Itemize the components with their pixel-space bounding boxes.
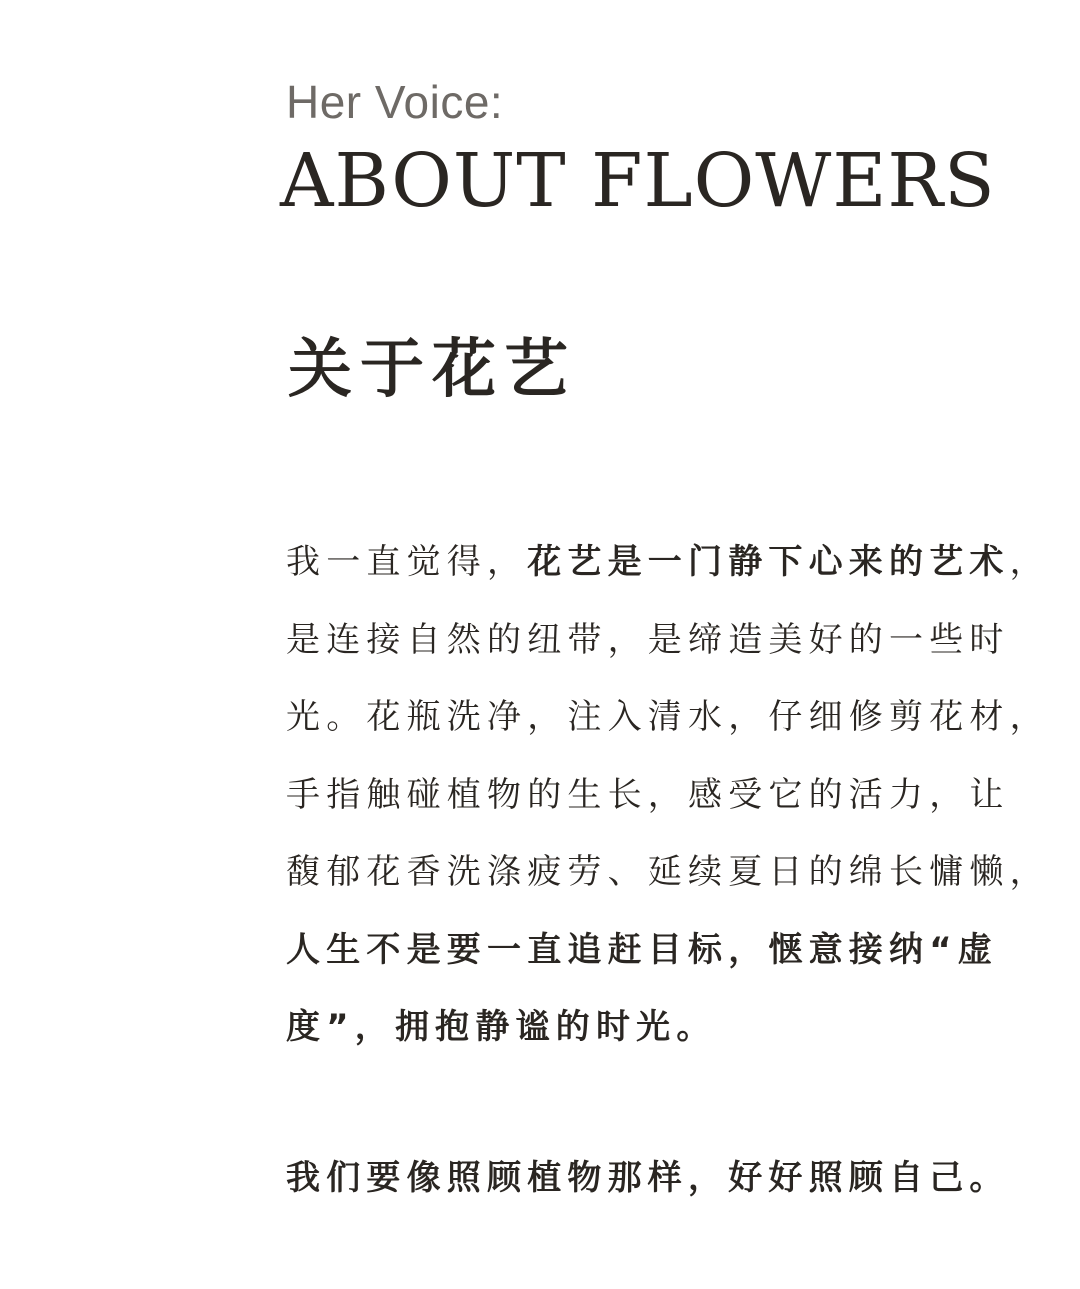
body-segment: 我一直觉得， xyxy=(286,542,528,582)
body-line xyxy=(286,679,1056,757)
body-line xyxy=(286,524,1056,602)
body-segment-bold: 度”，拥抱静谧的时光。 xyxy=(286,1007,717,1047)
overline-her-voice: Her Voice: xyxy=(286,76,504,128)
body-segment: 是连接自然的纽带，是缔造美好的一些时 xyxy=(286,619,1010,660)
body-segment: 馥郁花香洗涤疲劳、延续夏日的绵长慵懒， xyxy=(286,852,1050,892)
closing-sentence: 我们要像照顾植物那样，好好照顾自己。 xyxy=(286,1158,1010,1198)
body-line xyxy=(286,757,1056,835)
body-segment: ， xyxy=(1009,542,1050,582)
body-segment: 手指触碰植物的生长，感受它的活力，让 xyxy=(286,774,1010,815)
body-line xyxy=(286,602,1056,680)
chinese-title: 关于花艺 xyxy=(288,333,576,407)
body-paragraph xyxy=(286,524,1056,1067)
english-title: ABOUT FLOWERS xyxy=(280,138,996,224)
body-segment-bold: 花艺是一门静下心来的艺术 xyxy=(527,542,1010,582)
body-line-bold xyxy=(286,989,1056,1067)
body-segment: 光。花瓶洗净，注入清水，仔细修剪花材， xyxy=(286,697,1050,737)
body-line xyxy=(286,834,1056,912)
body-segment-bold: 人生不是要一直追赶目标，惬意接纳“虚 xyxy=(286,929,998,970)
body-line-bold xyxy=(286,912,1056,990)
